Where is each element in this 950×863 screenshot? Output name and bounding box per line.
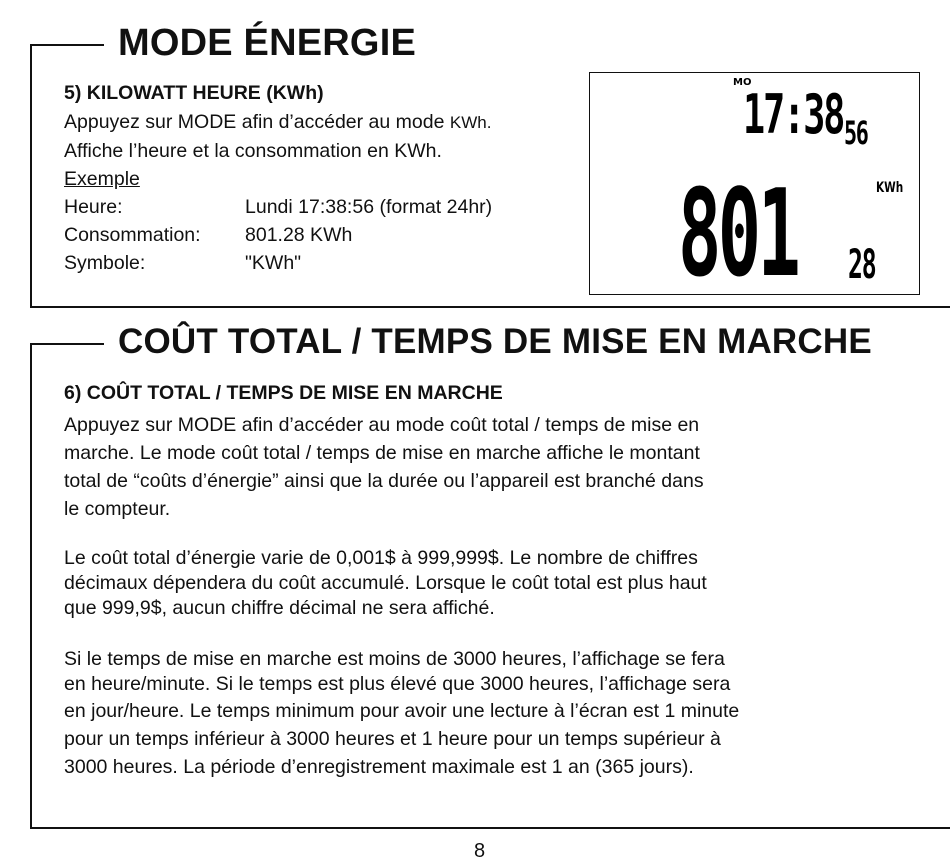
kwh-line-1-main: Appuyez sur MODE afin d’accéder au mode [64, 111, 450, 133]
kwh-line-2: Affiche l’heure et la consommation en KWh. [64, 140, 442, 162]
lcd-display [589, 72, 920, 304]
lcd-value: 801 [678, 165, 798, 304]
paragraph-line: en jour/heure. Le temps minimum pour avoir une lecture à l’écran est 1 minute [64, 700, 740, 722]
lcd-value-decimals: 28 [848, 242, 876, 288]
example-key: Consommation: [64, 224, 201, 246]
paragraph-line: décimaux dépendera du coût accumulé. Lorsque le coût total est plus haut [64, 572, 707, 594]
example-value: 801.28 KWh [245, 224, 353, 246]
paragraph-line: le compteur. [64, 498, 171, 520]
paragraph-line: que 999,9$, aucun chiffre décimal ne sera affiché. [64, 597, 495, 619]
paragraph-line: pour un temps inférieur à 3000 heures et 1 heure pour un temps supérieur à [64, 728, 721, 750]
kwh-description [64, 108, 492, 277]
example-row-time [64, 193, 492, 221]
paragraph-line: Si le temps de mise en marche est moins de 3000 heures, l’affichage se fera [64, 648, 725, 670]
paragraph-line: total de “coûts d’énergie” ainsi que la durée ou l’appareil est branché dans [64, 470, 704, 492]
section-cost-heading: COÛT TOTAL / TEMPS DE MISE EN MARCHE [118, 322, 872, 361]
kwh-subheading: 5) KILOWATT HEURE (KWh) [64, 82, 324, 104]
example-row-consumption [64, 221, 492, 249]
paragraph-line: 3000 heures. La période d’enregistrement maximale est 1 an (365 jours). [64, 756, 694, 778]
paragraph-line: Appuyez sur MODE afin d’accéder au mode coût total / temps de mise en [64, 414, 700, 436]
cost-paragraph-1 [64, 411, 704, 523]
example-label: Exemple [64, 168, 140, 190]
example-value: Lundi 17:38:56 (format 24hr) [245, 196, 493, 218]
lcd-time: 17:38 [743, 83, 844, 146]
kwh-line-1 [64, 108, 492, 137]
paragraph-line: en heure/minute. Si le temps est plus élevé que 3000 heures, l’affichage sera [64, 673, 731, 695]
section-energy-heading: MODE ÉNERGIE [118, 22, 416, 64]
cost-paragraph-3 [64, 647, 739, 781]
kwh-line-1-unit: KWh. [449, 113, 492, 132]
cost-subheading: 6) COÛT TOTAL / TEMPS DE MISE EN MARCHE [64, 382, 503, 404]
example-key: Heure: [64, 196, 123, 218]
example-key: Symbole: [64, 252, 146, 274]
paragraph-line: Le coût total d’énergie varie de 0,001$ à 999,999$. Le nombre de chiffres [64, 547, 698, 569]
page-number: 8 [474, 840, 486, 862]
example-value: "KWh" [245, 252, 302, 274]
paragraph-line: marche. Le mode coût total / temps de mise en marche affiche le montant [64, 442, 700, 464]
example-row-symbol [64, 249, 492, 277]
lcd-mode-indicator: MO [733, 77, 752, 88]
lcd-time-seconds: 56 [844, 114, 868, 152]
lcd-unit: KWh [876, 180, 904, 196]
cost-paragraph-2 [64, 546, 707, 621]
